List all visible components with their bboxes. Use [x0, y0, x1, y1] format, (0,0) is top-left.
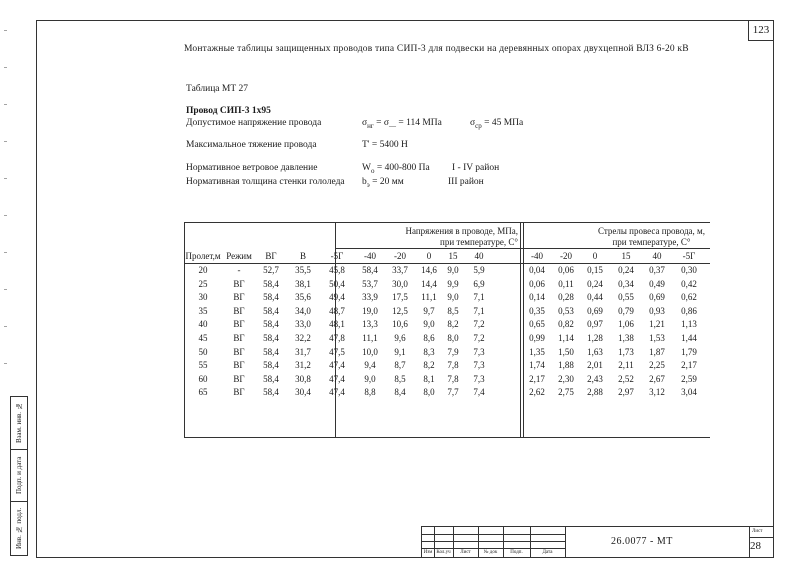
table-cell: 47,8	[329, 333, 345, 343]
table-cell: 1,06	[618, 319, 634, 330]
column-header: 0	[426, 251, 432, 261]
table-cell: 33,7	[392, 265, 408, 275]
table-cell: 8,2	[423, 360, 435, 371]
table-cell: 33,0	[295, 319, 311, 330]
table-cell: 14,6	[421, 265, 437, 275]
sheet-number: 123	[752, 24, 770, 36]
ice-region: III район	[448, 177, 484, 187]
table-cell: 2,88	[587, 387, 603, 398]
table-cell: 9,9	[447, 278, 459, 289]
table-cell: 2,75	[558, 387, 574, 398]
table-cell: 3,04	[681, 387, 697, 398]
wind-value: $W_o = 400-800$ Па	[362, 163, 430, 175]
table-cell: 9,7	[423, 305, 435, 316]
column-header: 40	[652, 251, 662, 261]
table-cell: 1,14	[558, 333, 574, 343]
wire-label: Провод СИП-3 1х95	[186, 106, 271, 116]
column-header: В	[299, 251, 306, 261]
table-cell: 1,74	[529, 360, 545, 371]
table-cell: 12,5	[392, 305, 408, 316]
table-cell: 1,73	[618, 346, 634, 357]
table-cell: 0,97	[587, 319, 603, 330]
column-header: 15	[621, 251, 631, 261]
table-cell: 17,5	[392, 292, 408, 303]
table-cell: 0,11	[558, 278, 574, 289]
table-cell: 32,2	[295, 333, 311, 343]
table-cell: 58,4	[362, 265, 378, 275]
table-cell: 1,44	[681, 333, 697, 343]
table-cell: 2,59	[681, 373, 697, 384]
max-tension-label: Максимальное тяжение провода	[186, 140, 317, 150]
table-cell: 0,24	[618, 265, 634, 275]
table-cell: 2,52	[618, 373, 634, 384]
column-header: -20	[560, 251, 572, 261]
table-cell: 2,01	[587, 360, 603, 371]
table-cell: 0,24	[587, 278, 603, 289]
table-cell: 0,69	[649, 292, 665, 303]
table-cell: 2,97	[618, 387, 634, 398]
column-header: 0	[592, 251, 598, 261]
table-cell: 8,0	[447, 333, 459, 343]
table-cell: 2,11	[618, 360, 634, 371]
document-code: 26.0077 - МТ	[611, 536, 673, 547]
table-cell: 1,87	[649, 346, 665, 357]
table-cell: 7,4	[473, 387, 485, 398]
title-block-label: Изм	[423, 550, 433, 555]
stress-group-header: Напряжения в проводе, МПа, при температуре, С°	[405, 226, 518, 247]
table-cell: 47,4	[329, 387, 345, 398]
column-header: ВГ	[265, 251, 277, 261]
table-cell: ВГ	[233, 333, 245, 343]
table-cell: 8,4	[394, 387, 406, 398]
table-cell: 30	[198, 292, 208, 303]
table-cell: 31,7	[295, 346, 311, 357]
table-cell: 8,5	[447, 305, 459, 316]
column-header: 15	[448, 251, 458, 261]
table-cell: 0,04	[529, 265, 545, 275]
table-cell: 0,37	[649, 265, 665, 275]
table-cell: 20	[198, 265, 208, 275]
table-cell: 58,4	[263, 305, 279, 316]
table-cell: 38,1	[295, 278, 311, 289]
table-cell: 0,06	[529, 278, 545, 289]
table-cell: 45	[198, 333, 208, 343]
table-cell: 0,06	[558, 265, 574, 275]
table-cell: 58,4	[263, 387, 279, 398]
table-cell: 58,4	[263, 319, 279, 330]
table-cell: 1,88	[558, 360, 574, 371]
title-block-label: Лист	[460, 550, 471, 555]
header-bottom-line	[185, 263, 710, 264]
table-cell: 0,65	[529, 319, 545, 330]
table-name: Таблица МТ 27	[186, 84, 249, 94]
table-cell: 6,9	[473, 278, 485, 289]
table-cell: 58,4	[263, 333, 279, 343]
column-header: -5Г	[682, 251, 696, 261]
table-cell: 1,50	[558, 346, 574, 357]
table-cell: 9,0	[423, 319, 435, 330]
table-cell: 35,6	[295, 292, 311, 303]
mounting-table	[184, 222, 710, 438]
title-block	[421, 526, 773, 557]
table-cell: 8,3	[423, 346, 435, 357]
table-cell: 7,8	[447, 373, 459, 384]
table-cell: 0,62	[681, 292, 697, 303]
table-cell: 25	[198, 278, 208, 289]
margin-fold-marks	[4, 30, 7, 370]
table-cell: 52,7	[263, 265, 279, 275]
margin-stamp-field-2: Подп. и дата	[15, 456, 23, 494]
sheet-page-number: 28	[750, 540, 761, 552]
table-cell: ВГ	[233, 292, 245, 303]
max-tension-value: T' = 5400 Н	[362, 140, 408, 150]
table-cell: 1,38	[618, 333, 634, 343]
column-header: -20	[394, 251, 406, 261]
ice-value: $b_э = 20$ мм	[362, 177, 404, 189]
table-cell: 0,35	[529, 305, 545, 316]
table-cell: 0,34	[618, 278, 634, 289]
table-cell: ВГ	[233, 373, 245, 384]
table-cell: 5,9	[473, 265, 485, 275]
table-cell: -	[237, 265, 241, 275]
wind-region: I - IV район	[452, 163, 500, 173]
table-cell: 30,4	[295, 387, 311, 398]
title-block-label: Дата	[542, 550, 553, 555]
allowable-stress-label: Допустимое напряжение провода	[186, 118, 322, 128]
table-cell: 11,1	[421, 292, 437, 303]
table-cell: 0,30	[681, 265, 697, 275]
table-cell: 8,1	[423, 373, 435, 384]
table-cell: 7,9	[447, 346, 459, 357]
table-cell: 50	[198, 346, 208, 357]
table-cell: 9,6	[394, 333, 406, 343]
margin-stamp-field-1: Инв. № подл.	[15, 507, 23, 549]
table-cell: 1,35	[529, 346, 545, 357]
table-cell: 33,9	[362, 292, 378, 303]
table-cell: 0,69	[587, 305, 603, 316]
table-cell: 7,3	[473, 360, 485, 371]
table-cell: 1,21	[649, 319, 665, 330]
table-cell: 11,1	[362, 333, 378, 343]
table-cell: 9,0	[364, 373, 376, 384]
column-header: Режим	[226, 251, 252, 261]
table-cell: 3,12	[649, 387, 665, 398]
table-cell: 7,2	[473, 319, 485, 330]
table-cell: ВГ	[233, 319, 245, 330]
column-header: Пролет,м	[185, 251, 221, 261]
table-cell: 7,1	[473, 292, 485, 303]
table-cell: 8,7	[394, 360, 406, 371]
table-cell: 10,6	[392, 319, 408, 330]
table-cell: 50,4	[329, 278, 345, 289]
table-cell: 47,4	[329, 360, 345, 371]
column-header: -40	[364, 251, 376, 261]
table-cell: 58,4	[263, 292, 279, 303]
table-cell: 2,17	[681, 360, 697, 371]
table-cell: 9,0	[447, 292, 459, 303]
table-cell: 60	[198, 373, 208, 384]
table-cell: 2,43	[587, 373, 603, 384]
table-cell: 0,28	[558, 292, 574, 303]
table-cell: 35,5	[295, 265, 311, 275]
table-cell: 55	[198, 360, 208, 371]
table-cell: 1,13	[681, 319, 697, 330]
table-cell: 2,67	[649, 373, 665, 384]
table-cell: 0,53	[558, 305, 574, 316]
document-title: Монтажные таблицы защищенных проводов типа СИП-3 для подвески на деревянных опорах двухцепной ВЛЗ 6-20 кВ	[184, 44, 689, 54]
table-cell: 34,0	[295, 305, 311, 316]
table-cell: 10,0	[362, 346, 378, 357]
table-cell: 45,8	[329, 265, 345, 275]
table-cell: 8,5	[394, 373, 406, 384]
table-cell: 47,5	[329, 346, 345, 357]
table-cell: 49,4	[329, 292, 345, 303]
table-cell: 1,53	[649, 333, 665, 343]
table-cell: 19,0	[362, 305, 378, 316]
table-cell: 40	[198, 319, 208, 330]
table-cell: 0,79	[618, 305, 634, 316]
table-cell: 9,0	[447, 265, 459, 275]
allowable-stress-value: $\sigma_{нг} = \sigma_— = 114$ МПа	[362, 118, 442, 130]
table-cell: 0,82	[558, 319, 574, 330]
ice-label: Нормативная толщина стенки гололеда	[186, 177, 345, 187]
table-cell: 2,30	[558, 373, 574, 384]
table-cell: 1,63	[587, 346, 603, 357]
table-cell: 48,1	[329, 319, 345, 330]
table-cell: 2,62	[529, 387, 545, 398]
column-header: -5Г	[330, 251, 344, 261]
table-cell: ВГ	[233, 387, 245, 398]
table-cell: 8,8	[364, 387, 376, 398]
table-cell: 0,44	[587, 292, 603, 303]
wind-label: Нормативное ветровое давление	[186, 163, 318, 173]
table-cell: 58,4	[263, 360, 279, 371]
table-cell: 7,2	[473, 333, 485, 343]
table-cell: 0,99	[529, 333, 545, 343]
table-cell: 0,55	[618, 292, 634, 303]
table-cell: 65	[198, 387, 208, 398]
table-cell: 30,8	[295, 373, 311, 384]
table-cell: ВГ	[233, 305, 245, 316]
column-header: 40	[474, 251, 484, 261]
table-cell: 48,7	[329, 305, 345, 316]
table-cell: 31,2	[295, 360, 311, 371]
table-cell: 0,93	[649, 305, 665, 316]
column-header: -40	[531, 251, 543, 261]
table-cell: ВГ	[233, 278, 245, 289]
table-cell: 0,49	[649, 278, 665, 289]
table-cell: 2,25	[649, 360, 665, 371]
sag-group-header: Стрелы провеса провода, м, при температуре, С°	[597, 226, 705, 247]
table-cell: 53,7	[362, 278, 378, 289]
table-cell: 7,1	[473, 305, 485, 316]
table-cell: 0,86	[681, 305, 697, 316]
table-cell: 0,15	[587, 265, 603, 275]
margin-stamp-field-3: Взам. инв. №	[15, 402, 23, 444]
sheet-label: Лист	[752, 529, 763, 534]
table-cell: 9,1	[394, 346, 406, 357]
table-cell: 58,4	[263, 278, 279, 289]
table-cell: 0,42	[681, 278, 697, 289]
table-cell: 47,4	[329, 373, 345, 384]
table-cell: 8,2	[447, 319, 459, 330]
table-cell: 7,8	[447, 360, 459, 371]
sheet-number-box	[748, 20, 773, 41]
table-cell: 2,17	[529, 373, 545, 384]
table-cell: 0,14	[529, 292, 545, 303]
table-cell: 58,4	[263, 373, 279, 384]
table-cell: 1,28	[587, 333, 603, 343]
table-cell: ВГ	[233, 346, 245, 357]
table-cell: 58,4	[263, 346, 279, 357]
table-cell: 8,6	[423, 333, 435, 343]
table-cell: 7,7	[447, 387, 459, 398]
table-cell: 8,0	[423, 387, 435, 398]
table-cell: ВГ	[233, 360, 245, 371]
table-cell: 14,4	[421, 278, 437, 289]
title-block-label: № док	[483, 550, 498, 555]
table-cell: 30,0	[392, 278, 408, 289]
table-cell: 9,4	[364, 360, 376, 371]
sigma-sr-value: $\sigma_{ср} = 45$ МПа	[470, 118, 524, 130]
margin-stamp	[10, 396, 28, 556]
table-cell: 7,3	[473, 346, 485, 357]
table-cell: 1,79	[681, 346, 697, 357]
table-cell: 7,3	[473, 373, 485, 384]
table-cell: 35	[198, 305, 208, 316]
title-block-label: Кол.уч	[436, 550, 451, 555]
table-cell: 13,3	[362, 319, 378, 330]
title-block-label: Подп.	[510, 550, 523, 555]
